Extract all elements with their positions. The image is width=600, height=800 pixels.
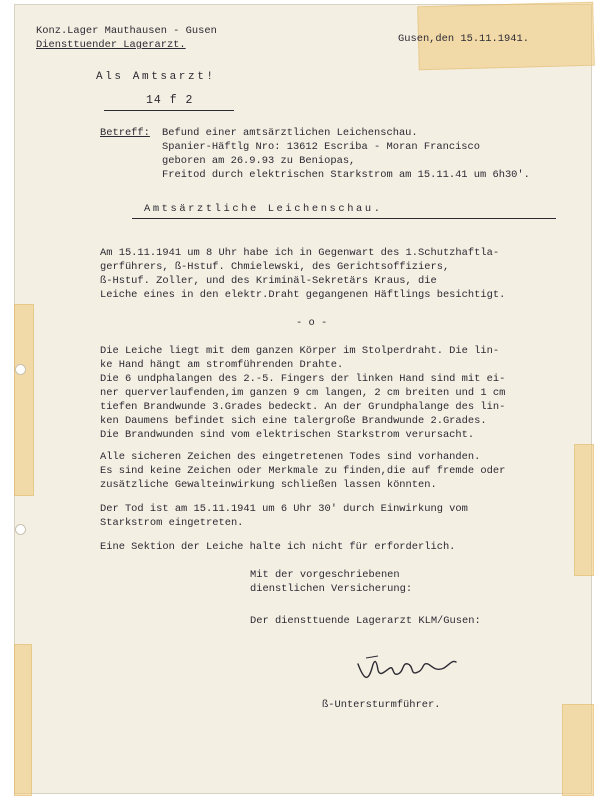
title-underline bbox=[132, 218, 556, 219]
adhesive-tape-bottom-left bbox=[14, 644, 32, 796]
subject-line-2: Spanier-Häftlg Nro: 13612 Escriba - Moran Francisco bbox=[162, 141, 481, 153]
para1-line-1: Am 15.11.1941 um 8 Uhr habe ich in Gegenwart des 1.Schutzhaftla- bbox=[100, 247, 500, 259]
subject-line-4: Freitod durch elektrischen Starkstrom am 15.11.41 um 6h30'. bbox=[162, 169, 530, 181]
signer-role: Der diensttuende Lagerarzt KLM/Gusen: bbox=[250, 615, 481, 627]
subject-line-1: Befund einer amtsärztlichen Leichenschau. bbox=[162, 127, 418, 139]
closing-line-1: Mit der vorgeschriebenen bbox=[250, 569, 400, 581]
para4-line-1: Der Tod ist am 15.11.1941 um 6 Uhr 30' durch Einwirkung vom bbox=[100, 503, 468, 515]
punch-hole-bottom bbox=[15, 524, 26, 535]
adhesive-tape-right bbox=[574, 444, 594, 576]
para4-line-2: Starkstrom eingetreten. bbox=[100, 517, 244, 529]
adhesive-tape-bottom-right bbox=[562, 704, 594, 796]
para2-line-4: ner querverlaufenden,im ganzen 9 cm langen, 2 cm breiten und 1 cm bbox=[100, 387, 506, 399]
adhesive-tape-left bbox=[14, 304, 34, 496]
para2-line-5: tiefen Brandwunde 3.Grades bedeckt. An der Grundphalange des lin- bbox=[100, 401, 506, 413]
handwritten-signature bbox=[352, 650, 472, 690]
para2-line-1: Die Leiche liegt mit dem ganzen Körper im Stolperdraht. Die lin- bbox=[100, 345, 500, 357]
para5: Eine Sektion der Leiche halte ich nicht für erforderlich. bbox=[100, 541, 456, 553]
para2-line-3: Die 6 undphalangen des 2.-5. Fingers der linken Hand sind mit ei- bbox=[100, 373, 506, 385]
place-date: Gusen,den 15.11.1941. bbox=[398, 33, 529, 45]
para1-line-3: ß-Hstuf. Zoller, und des Kriminäl-Sekretärs Kraus, die bbox=[100, 275, 437, 287]
office-title: Als Amtsarzt! bbox=[96, 71, 216, 83]
para2-line-6: ken Daumens befindet sich eine talergroße Brandwunde 2.Grades. bbox=[100, 415, 487, 427]
header-camp: Konz.Lager Mauthausen - Gusen bbox=[36, 25, 217, 37]
para3-line-2: Es sind keine Zeichen oder Merkmale zu finden,die auf fremde oder bbox=[100, 465, 506, 477]
para1-line-4: Leiche eines in den elektr.Draht gegangenen Häftlings besichtigt. bbox=[100, 289, 506, 301]
file-number-underline bbox=[104, 110, 234, 111]
para3-line-1: Alle sicheren Zeichen des eingetretenen Todes sind vorhanden. bbox=[100, 451, 481, 463]
separator: - o - bbox=[296, 317, 328, 329]
subject-line-3: geboren am 26.9.93 zu Beniopas, bbox=[162, 155, 356, 167]
document-page bbox=[14, 4, 592, 794]
para3-line-3: zusätzliche Gewalteinwirkung schließen lassen könnten. bbox=[100, 479, 437, 491]
punch-hole-top bbox=[15, 364, 26, 375]
para2-line-2: ke Hand hängt am stromführenden Drahte. bbox=[100, 359, 344, 371]
header-office: Diensttuender Lagerarzt. bbox=[36, 39, 186, 51]
signer-rank: ß-Untersturmführer. bbox=[322, 699, 441, 711]
document-title: Amtsärztliche Leichenschau. bbox=[144, 203, 383, 215]
para2-line-7: Die Brandwunden sind vom elektrischen Starkstrom verursacht. bbox=[100, 429, 475, 441]
para1-line-2: gerführers, ß-Hstuf. Chmielewski, des Gerichtsoffiziers, bbox=[100, 261, 450, 273]
file-number: 14 f 2 bbox=[146, 94, 194, 107]
subject-label: Betreff: bbox=[100, 127, 150, 139]
closing-line-2: dienstlichen Versicherung: bbox=[250, 583, 413, 595]
